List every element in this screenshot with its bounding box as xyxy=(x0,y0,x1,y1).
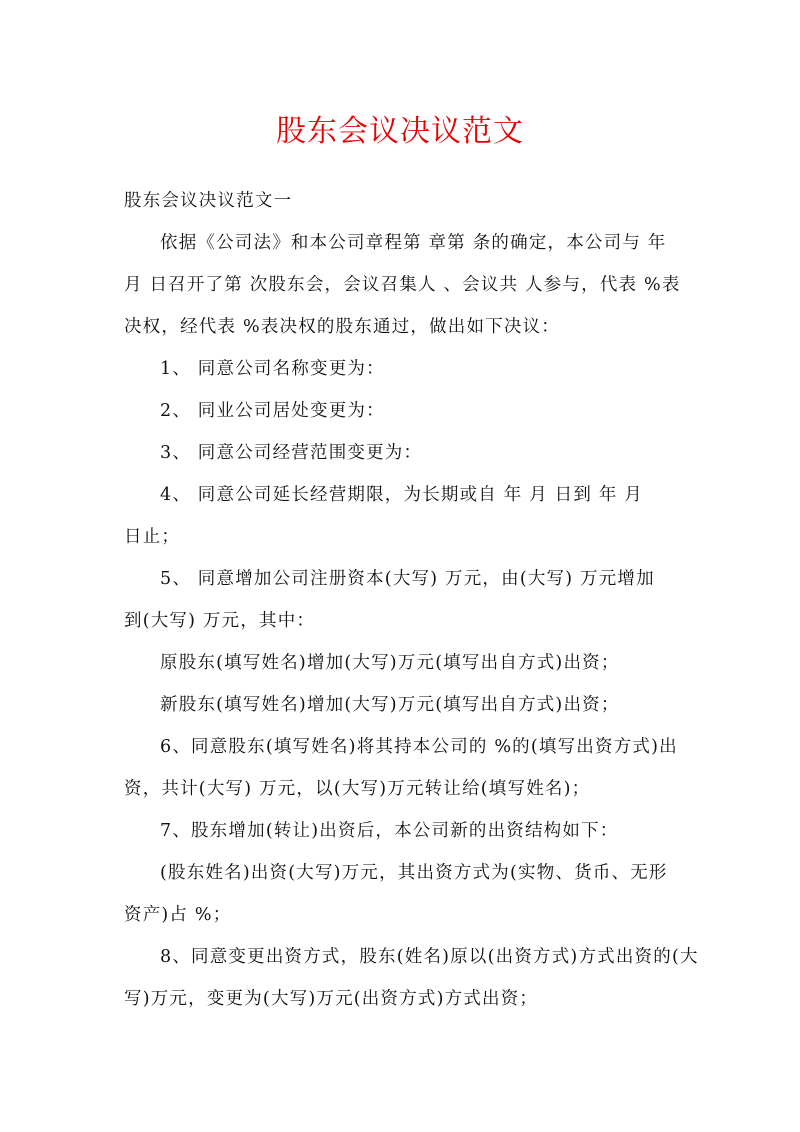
paragraph-line: 月 日召开了第 次股东会，会议召集人 、会议共 人参与，代表 %表 xyxy=(124,275,681,295)
paragraph-line: 原股东(填写姓名)增加(大写)万元(填写出自方式)出资； xyxy=(160,653,620,673)
paragraph-line: (股东姓名)出资(大写)万元，其出资方式为(实物、货币、无形 xyxy=(160,863,668,883)
resolution-item-6: 6、同意股东(填写姓名)将其持本公司的 %的(填写出资方式)出 xyxy=(160,737,678,757)
paragraph-line: 决权，经代表 %表决权的股东通过，做出如下决议： xyxy=(124,317,560,337)
paragraph-line: 写)万元，变更为(大写)万元(出资方式)方式出资； xyxy=(124,989,539,1009)
section-heading: 股东会议决议范文一 xyxy=(124,191,293,211)
resolution-item-3: 3、 同意公司经营范围变更为： xyxy=(160,443,423,463)
paragraph-line: 新股东(填写姓名)增加(大写)万元(填写出自方式)出资； xyxy=(160,695,620,715)
resolution-item-5: 5、 同意增加公司注册资本(大写) 万元，由(大写) 万元增加 xyxy=(160,569,655,589)
paragraph-line: 依据《公司法》和本公司章程第 章第 条的确定，本公司与 年 xyxy=(160,233,667,253)
document-title: 股东会议决议范文 xyxy=(276,114,524,149)
resolution-item-1: 1、 同意公司名称变更为： xyxy=(160,359,385,379)
resolution-item-8: 8、同意变更出资方式，股东(姓名)原以(出资方式)方式出资的(大 xyxy=(160,947,699,967)
resolution-item-4: 4、 同意公司延长经营期限，为长期或自 年 月 日到 年 月 xyxy=(160,485,644,505)
resolution-item-2: 2、 同业公司居处变更为： xyxy=(160,401,385,421)
paragraph-line: 资，共计(大写) 万元，以(大写)万元转让给(填写姓名)； xyxy=(124,779,591,799)
resolution-item-7: 7、股东增加(转让)出资后，本公司新的出资结构如下： xyxy=(160,821,619,841)
paragraph-line: 到(大写) 万元，其中： xyxy=(124,611,316,631)
paragraph-line: 资产)占 %； xyxy=(124,905,232,925)
paragraph-line: 日止； xyxy=(124,527,181,547)
